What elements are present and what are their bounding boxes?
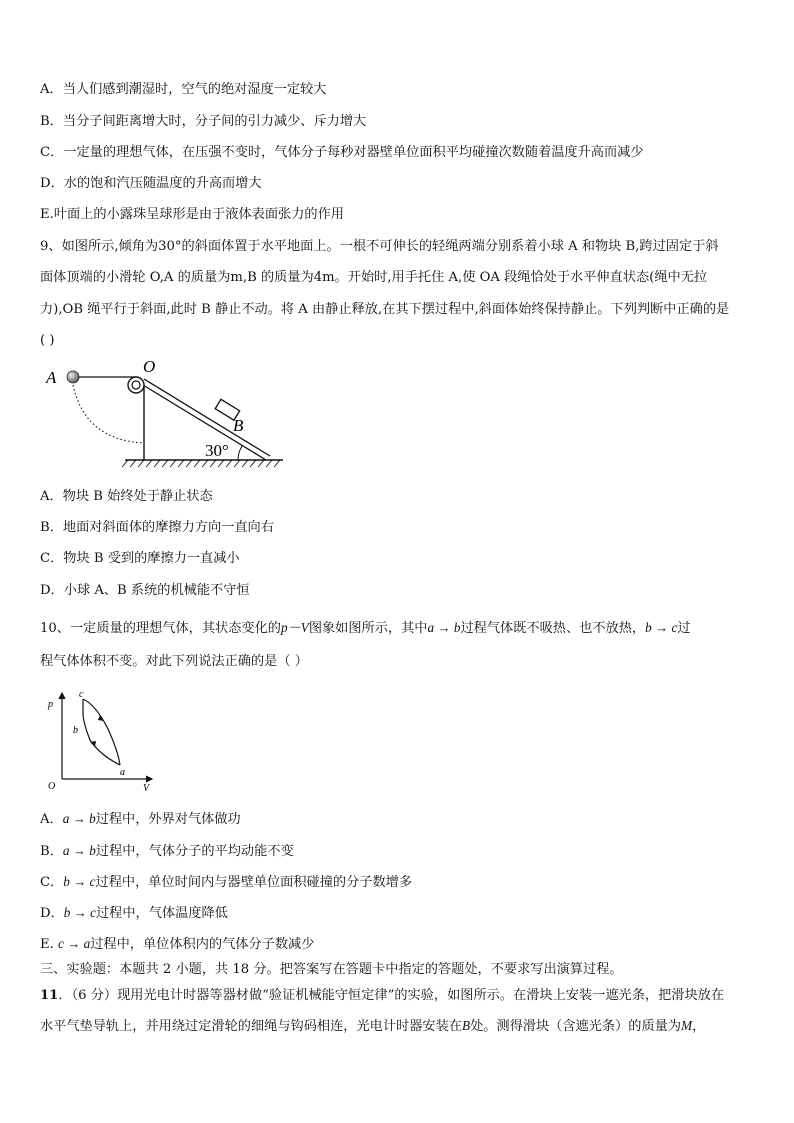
q9-stem-line-2: 面体顶端的小滑轮 O,A 的质量为m,B 的质量为4m。开始时,用手托住 A,使 OA 段绳恰处于水平伸直状态(绳中无拉: [40, 270, 708, 285]
q10-option-a: A．a → b过程中，外界对气体做功: [40, 811, 241, 827]
axis-p: p: [48, 699, 53, 710]
section-heading: 三、实验题：本题共 2 小题，共 18 分。把答案写在答题卡中指定的答题处，不要求写出演算过程。: [40, 962, 623, 977]
q8-option-e: E.叶面上的小露珠呈球形是由于液体表面张力的作用: [40, 207, 344, 222]
q10-option-b: B．a → b过程中，气体分子的平均动能不变: [40, 843, 294, 859]
q10-stem-line-1: 10、一定质量的理想气体，其状态变化的p－V图象如图所示，其中a → b过程气体既不吸热、也不放热，b → c过: [40, 620, 691, 636]
point-a: a: [120, 767, 125, 778]
q10-pv-diagram: [40, 685, 160, 795]
point-b: b: [73, 725, 78, 736]
q8-option-c: C．一定量的理想气体，在压强不变时，气体分子每秒对器壁单位面积平均碰撞次数随着温度升高而减少: [40, 145, 644, 160]
q9-option-a: A．物块 B 始终处于静止状态: [40, 489, 213, 504]
q9-stem-line-1: 9、如图所示,倾角为30°的斜面体置于水平地面上。一根不可伸长的轻绳两端分别系着小球 A 和物块 B,跨过固定于斜: [40, 239, 719, 254]
q9-option-c: C．物块 B 受到的摩擦力一直减小: [40, 551, 240, 566]
ball-a: [67, 371, 79, 383]
q10-stem-line-2: 程气体体积不变。对此下列说法正确的是（ ）: [40, 654, 308, 669]
q8-option-d: D．水的饱和汽压随温度的升高而增大: [40, 176, 262, 191]
axis-v: V: [143, 783, 150, 794]
label-angle: 30°: [205, 441, 229, 460]
q9-stem-line-3: 力),OB 绳平行于斜面,此时 B 静止不动。将 A 由静止释放,在其下摆过程中,斜面体始终保持静止。下列判断中正确的是: [40, 302, 730, 317]
point-c: c: [79, 689, 84, 700]
q9-answer-blank: ( ): [40, 333, 55, 348]
q10-option-c: C．b → c过程中，单位时间内与器壁单位面积碰撞的分子数增多: [40, 874, 413, 890]
label-a: A: [46, 368, 57, 387]
q11-stem-line-2: 水平气垫导轨上，并用绕过定滑轮的细绳与钩码相连，光电计时器安装在B处。测得滑块（含遮光条）的质量为M，: [40, 1018, 706, 1034]
origin-o: O: [48, 781, 56, 792]
q8-option-a: A．当人们感到潮湿时，空气的绝对湿度一定较大: [40, 82, 327, 97]
q9-option-b: B．地面对斜面体的摩擦力方向一直向右: [40, 520, 274, 535]
q9-option-d: D．小球 A、B 系统的机械能不守恒: [40, 583, 250, 598]
q10-option-e: E. c → a过程中，单位体积内的气体分子数减少: [40, 936, 315, 952]
label-b: B: [233, 416, 244, 435]
q10-option-d: D．b → c过程中，气体温度降低: [40, 905, 228, 921]
label-o: O: [143, 357, 156, 376]
q8-option-b: B．当分子间距离增大时，分子间的引力减少、斥力增大: [40, 114, 367, 129]
q9-incline-figure: [40, 355, 290, 470]
q11-stem-line-1: 11．（6 分）现用光电计时器等器材做“验证机械能守恒定律”的实验，如图所示。在滑块上安装一遮光条，把滑块放在: [40, 988, 725, 1003]
